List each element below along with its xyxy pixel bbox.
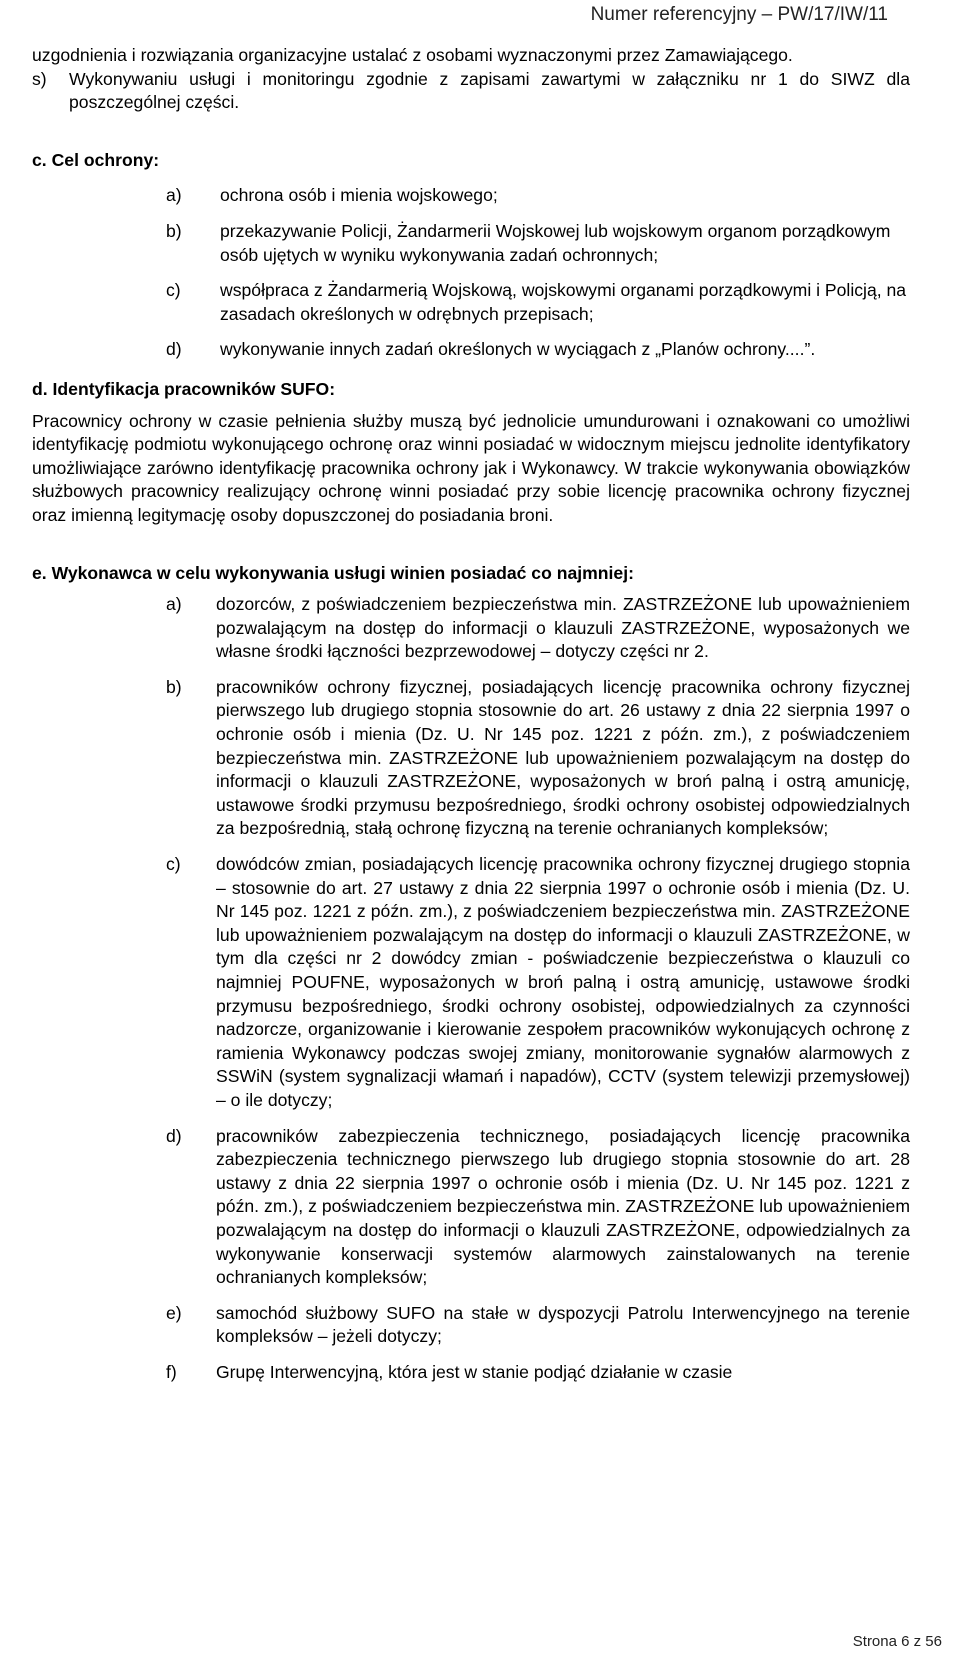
section-c-list [166,184,910,362]
section-e-heading: e. Wykonawca w celu wykonywania usługi winien posiadać co najmniej: [32,562,634,583]
list-item: b) przekazywanie Policji, Żandarmerii Wojskowej lub wojskowym organom porządkowym osób ujętych w wyniku wykonywania zadań ochronnych; [166,220,891,265]
section-d-heading: d. Identyfikacja pracowników SUFO: [32,378,336,399]
list-item: f) Grupę Interwencyjną, która jest w stanie podjąć działanie w czasie [166,1361,733,1382]
list-item: d) pracowników zabezpieczenia technicznego, posiadających licencję pracownika zabezpieczenia technicznego pierwszego lub drugiego stopnia stosownie do art. 28 ustawy z dnia 22 sierpnia 1997 o ochronie osób i mienia (Dz. U. Nr 145 poz. 1221 z późn. zm.), z poświadczeniem bezpieczeństwa min. ZASTRZEŻONE lub upoważnieniem pozwalającym na dostęp do informacji o klauzuli ZASTRZEŻONE, odpowiedzialnych za wykonywanie konserwacji systemów alarmowych zainstalowanych na terenie ochranianych kompleksów; [166,1125,910,1288]
list-item: b) pracowników ochrony fizycznej, posiadających licencję pracownika ochrony fizycznej pierwszego lub drugiego stopnia stosownie do art. 26 ustawy z dnia 22 sierpnia 1997 o ochronie osób i mienia (Dz. U. Nr 145 poz. 1221 z późn. zm.), z poświadczeniem bezpieczeństwa min. ZASTRZEŻONE lub upoważnieniem pozwalającym na dostęp do informacji o klauzuli ZASTRZEŻONE, wyposażonych w broń palną i ostrą amunicję, ustawowe środki przymusu bezpośredniego, środki ochrony osobistej odpowiedzialnych za bezpośrednią, stałą ochronę fizyczną na terenie ochranianych kompleksów; [166,676,910,839]
list-item: d) wykonywanie innych zadań określonych w wyciągach z „Planów ochrony....”. [166,339,816,360]
continuation-text: uzgodnienia i rozwiązania organizacyjne ustalać z osobami wyznaczonymi przez Zamawiającego. [32,45,793,65]
section-d [32,378,910,528]
item-text: Wykonywaniu usługi i monitoringu zgodnie z zapisami zawartymi w załączniku nr 1 do SIWZ dla poszczególnej części. [69,68,910,113]
list-item: e) samochód służbowy SUFO na stałe w dyspozycji Patrolu Interwencyjnego na terenie kompleksów – jeżeli dotyczy; [166,1302,910,1347]
reference-number: Numer referencyjny – PW/17/IW/11 [590,4,888,25]
section-d-paragraph: Pracownicy ochrony w czasie pełnienia służby muszą być jednolicie umundurowani i oznakowani co umożliwi identyfikację podmiotu wykonującego ochronę oraz winni posiadać w widocznym miejscu jednolite identyfikatory umożliwiające zarówno identyfikację pracownika ochrony jak i Wykonawcy. W trakcie wykonywania obowiązków służbowych pracownicy realizujący ochronę winni posiadać przy sobie licencję pracownika ochrony fizycznej oraz imienną legitymację osoby dopuszczonej do posiadania broni. [32,410,910,525]
section-d-title: Identyfikacja pracowników SUFO: [52,378,336,399]
list-item: c) współpraca z Żandarmerią Wojskową, wojskowymi organami porządkowymi i Policją, na zasadach określonych w odrębnych przepisach; [166,280,907,324]
list-item-s [32,68,910,115]
section-c-title: Cel ochrony: [51,149,160,170]
section-c [32,149,910,362]
section-e [32,562,910,1385]
document-body [32,44,910,1385]
list-item: a) dozorców, z poświadczeniem bezpieczeństwa min. ZASTRZEŻONE lub upoważnieniem pozwalającym na dostęp do informacji o klauzuli ZASTRZEŻONE, wyposażonych we własne środki łączności bezprzewodowej – dotyczy części nr 2. [166,594,910,662]
list-item: a) ochrona osób i mienia wojskowego; [166,185,498,206]
list-item: c) dowódców zmian, posiadających licencję pracownika ochrony fizycznej drugiego stopnia – stosownie do art. 27 ustawy z dnia 22 sierpnia 1997 o ochronie osób i mienia (Dz. U. Nr 145 poz. 1221 z późn. zm.), z poświadczeniem bezpieczeństwa min. ZASTRZEŻONE lub upoważnieniem pozwalającym na dostęp do informacji o klauzuli ZASTRZEŻONE, w tym dla części nr 2 dowódcy zmian - poświadczenie bezpieczeństwa o klauzuli co najmniej POUFNE, wyposażonych w broń palną i ostrą amunicję, ustawowe środki przymusu bezpośredniego, środki ochrony osobistej, odpowiedzialnych za czynności nadzorcze, organizowanie i kierowanie zespołem pracowników wykonujących ochronę z ramienia Wykonawcy podczas swojej zmiany, monitorowanie sygnałów alarmowych z SSWiN (system sygnalizacji włamań i napadów), CCTV (system telewizji przemysłowej) – o ile dotyczy; [166,854,910,1110]
section-e-list [166,593,910,1384]
item-label: s) [32,68,47,89]
section-c-heading: c. Cel ochrony: [32,149,160,170]
page-number: Strona 6 z 56 [852,1633,942,1650]
section-e-title: Wykonawca w celu wykonywania usługi winien posiadać co najmniej: [51,562,634,583]
